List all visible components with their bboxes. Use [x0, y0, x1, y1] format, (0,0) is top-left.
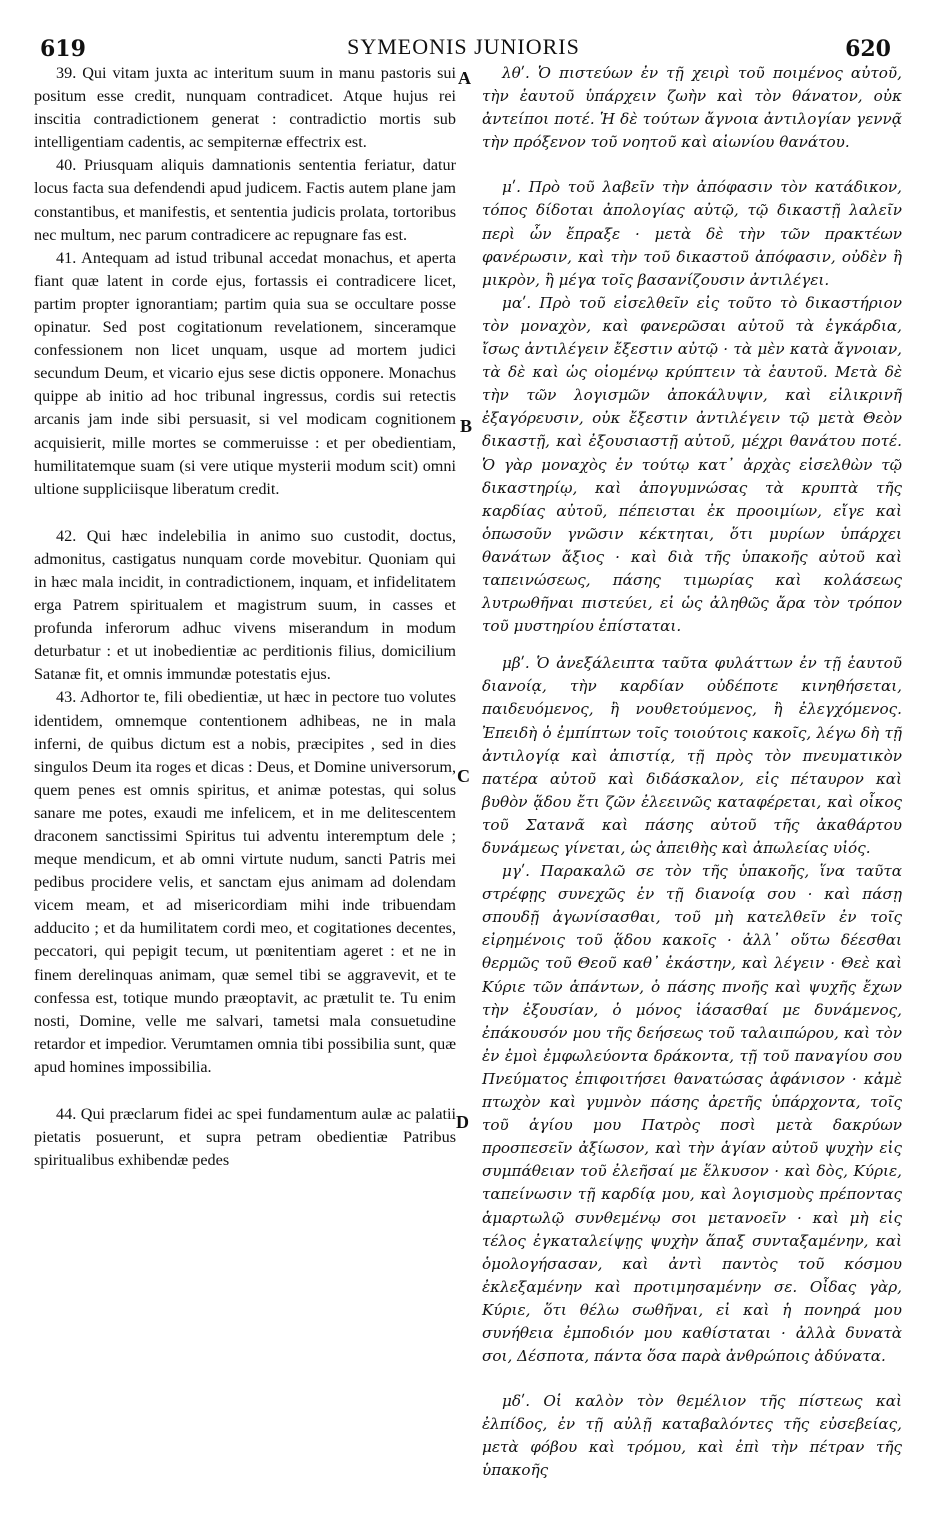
right-page-number: 620	[845, 36, 891, 62]
greek-paragraph-41: μαʹ. Πρὸ τοῦ εἰσελθεῖν εἰς τοῦτο τὸ δικαστήριον τὸν μοναχὸν, καὶ φανερῶσαι αὐτοῦ τὰ ἐγκάρδια, ἴσως ἀντιλέγειν ἔξεστιν αὐτῷ · τὰ μὲν κατὰ ἄγνοιαν, τὰ δὲ καὶ ὡς οἰομένῳ κρύπτειν τὰ ἑαυτοῦ. Μετὰ δὲ τὴν τῶν λογισμῶν ἀποκάλυψιν, καὶ εἰλικρινῆ ἐξαγόρευσιν, οὐκ ἔξεστιν ἀντιλέγειν τῷ μετὰ Θεὸν δικαστῇ, καὶ ἐξουσιαστῇ αὐτοῦ, μέχρι θανάτου ποτέ. Ὁ γὰρ μοναχὸς ἐν τούτῳ κατ᾽ ἀρχὰς εἰσελθὼν τῷ δικαστηρίῳ, καὶ ἀπογυμνώσας τὰ κρυπτὰ τῆς καρδίας αὐτοῦ, πέπεισται ἐκ προοιμίων, εἴγε καὶ ὁπωσοῦν γνῶσιν κέκτηται, ὅτι μυρίων ὑπάρχει θανάτων ἄξιος · καὶ διὰ τῆς ὑπακοῆς αὐτοῦ καὶ ταπεινώσεως, πάσης τιμωρίας καὶ κολάσεως λυτρωθῆναι πιστεύει, εἰ ὡς ἀληθῶς ἄρα τὸν τρόπον τοῦ μυστηρίου ἐπίσταται.	[482, 293, 902, 636]
latin-paragraph-44: 44. Qui præclarum fidei ac spei fundamentum aulæ ac palatii pietatis posuerunt, et supra petram obedientiæ Patribus spiritualibus exhibendæ pedes	[34, 1105, 456, 1170]
running-title: SYMEONIS JUNIORIS	[347, 34, 580, 59]
margin-marker-b: B	[460, 416, 473, 436]
greek-paragraph-44: μδʹ. Οἱ καλὸν τὸν θεμέλιον τῆς πίστεως καὶ ἐλπίδος, ἐν τῇ αὐλῇ καταβαλόντες τῆς εὐσεβείας, μετὰ φόβου καὶ τρόμου, καὶ ἐπὶ τὴν πέτραν τῆς ὑπακοῆς	[482, 1392, 902, 1480]
latin-paragraph-43: 43. Adhortor te, fili obedientiæ, ut hæc in pectore tuo volutes identidem, omnemque contentionem adhibeas, ne in mala inferni, de quibus dictum est a nobis, præcipites , sed in dies singulos Deum ita roges et dicas : Deus, et Domine universorum, quem penes est omnis spiritus, et animæ potestas, qui solus sanare me potes, exaudi me infelicem, et in me delitescentem draconem sanctissimi Spiritus tui adventu interemptum dele ; meque mendicum, et ab omni virtute nudum, sancti Patris mei pedibus procidere velis, et sanctam ejus animam ad dolendam vicem meam, et ad misericordiam mihi inde tribuendam adducito ; et da humilitatem cordi meo, et cogitationes decentes, peccatori, qui pepigit tecum, ut pœnitentiam ageret : et ne in finem derelinquas animam, quæ semel tibi se aggravevit, et te confessa est, totique mundo præoptavit, ac prætulit te. Tu enim nosti, Domine, velle me salvari, tametsi mala consuetudine retardor et impedior. Verumtamen omnia tibi possibilia sunt, quæ apud homines impossibilia.	[34, 688, 456, 1076]
latin-paragraph-40: 40. Priusquam aliquis damnationis sententia feriatur, datur locus facta sua defendendi apud judicem. Factis autem plane jam constantibus, et manifestis, et sententia judicis prolata, tortoribus nec multum, nec parum contradicere ac repugnare fas est.	[34, 156, 456, 244]
greek-paragraph-39: λθʹ. Ὁ πιστεύων ἐν τῇ χειρὶ τοῦ ποιμένος αὐτοῦ, τὴν ἑαυτοῦ ὑπάρχειν ζωὴν καὶ τὸν θάνατον, οὐκ ἀντείποι ποτέ. Ἡ δὲ τούτων ἄγνοια ἀντιλογίαν γεννᾷ τὴν πρόξενον τοῦ νοητοῦ καὶ αἰωνίου θανάτου.	[482, 64, 902, 152]
greek-paragraph-43: μγʹ. Παρακαλῶ σε τὸν τῆς ὑπακοῆς, ἵνα ταῦτα στρέφῃς συνεχῶς ἐν τῇ διανοίᾳ σου · καὶ πάσῃ σπουδῇ ἀγωνίσασθαι, τοῦ μὴ κατελθεῖν ἐν τοῖς εἰρημένοις τοῦ ᾅδου κακοῖς · ἀλλ᾽ οὕτω δέεσθαι θερμῶς τοῦ Θεοῦ καθ᾽ ἑκάστην, καὶ λέγειν · Θεὲ καὶ Κύριε τῶν ἁπάντων, ὁ πάσης πνοῆς καὶ ψυχῆς ἔχων τὴν ἐξουσίαν, ὁ μόνος ἰάσασθαί με δυνάμενος, ἐπάκουσόν μου τῆς δεήσεως τοῦ ταλαιπώρου, καὶ τὸν ἐν ἐμοὶ ἐμφωλεύοντα δράκοντα, τῇ τοῦ παναγίου σου Πνεύματος ἐπιφοιτήσει θανατώσας ἀφάνισον · κἀμὲ πτωχὸν καὶ γυμνὸν πάσης ἀρετῆς ὑπάρχοντα, τοῖς τοῦ ἁγίου μου Πατρὸς ποσὶ μετὰ δακρύων προσπεσεῖν ἀξίωσον, καὶ τὴν ἁγίαν αὐτοῦ ψυχὴν εἰς συμπάθειαν τοῦ ἐλεῆσαί με ἕλκυσον · καὶ δὸς, Κύριε, ταπείνωσιν τῇ καρδίᾳ μου, καὶ λογισμοὺς πρέποντας ἁμαρτωλῷ συνθεμένῳ σοι μετανοεῖν · καὶ μὴ εἰς τέλος ἐγκαταλείψῃς ψυχὴν ἅπαξ συνταξαμένην, καὶ ὁμολογήσασαν, καὶ ἀντὶ παντὸς τοῦ κόσμου ἐκλεξαμένην καὶ προτιμησαμένην σε. Οἶδας γὰρ, Κύριε, ὅτι θέλω σωθῆναι, εἰ καὶ ἡ πονηρά μου συνήθεια ἐμποδιόν μου καθίσταται · ἀλλὰ δυνατὰ σοι, Δέσποτα, πάντα ὅσα παρὰ ἀνθρώποις ἀδύνατα.	[482, 862, 902, 1366]
greek-paragraph-42: μβʹ. Ὁ ἀνεξάλειπτα ταῦτα φυλάττων ἐν τῇ ἑαυτοῦ διανοίᾳ, τὴν καρδίαν οὐδέποτε κινηθήσεται, παιδευόμενος, ἢ νουθετούμενος, ἢ ἐλεγχόμενος. Ἐπειδὴ ὁ ἐμπίπτων τοῖς τοιούτοις κακοῖς, λέγω δὴ τῇ ἀντιλογίᾳ καὶ ἀπιστίᾳ, τῇ πρὸς τὸν πνευματικὸν πατέρα αὐτοῦ καὶ διδάσκαλον, εἰς πέταυρον καὶ βυθὸν ᾅδου ἔτι ζῶν ἐλεεινῶς καταφέρεται, καὶ οἶκος τοῦ Σατανᾶ καὶ πάσης αὐτοῦ τῆς ἀκαθάρτου δυνάμεως γίνεται, ὡς ἀπειθὴς καὶ ἀπωλείας υἱός.	[482, 654, 902, 857]
margin-marker-a: A	[458, 68, 471, 88]
latin-paragraph-41: 41. Antequam ad istud tribunal accedat monachus, et aperta fiant quæ latent in corde ejus, fortassis ei contradicere licet, partim propter ignorantiam; partim quia sua se occultare posse opinatur. Sed post cogitationum revelationem, sinceramque confessionem non licet unquam, usque ad mortem judici secundum Deum, et vicario ejus sese dictis opponere. Monachus quippe ab initio ad hoc tribunal ingressus, cordis sui retectis arcanis jam inde sibi persuasit, si vel modicam cognitionem acquisierit, mille mortes se commeruisse : et per obedientiam, humilitatemque suam (si vere utique mysterii modum scit) omni ultione suppliciisque liberatum credit.	[34, 248, 456, 498]
latin-paragraph-39: 39. Qui vitam juxta ac interitum suum in manu pastoris sui positum esse credit, nunquam contradicet. Atque hujus rei inscitia contradictionem generat : contradictio mortis sub intelligentiam cadentis, ac sempiternæ effectrix est.	[34, 64, 456, 152]
margin-marker-d: D	[456, 1112, 469, 1132]
greek-column	[482, 62, 902, 1483]
latin-column	[34, 62, 456, 1172]
left-page-number: 619	[40, 36, 86, 62]
greek-paragraph-40: μʹ. Πρὸ τοῦ λαβεῖν τὴν ἀπόφασιν τὸν κατάδικον, τόπος δίδοται ἀπολογίας αὐτῷ, τῷ δικαστῇ λαλεῖν περὶ ὧν ἔπραξε · μετὰ δὲ τὴν τῶν πρακτέων φανέρωσιν, καὶ τὴν τοῦ δικαστοῦ ἀπόφασιν, οὐδὲν ἢ μικρὸν, ἢ μέγα τοῖς βασανίζουσιν ἀντιλέγει.	[482, 178, 902, 289]
latin-paragraph-42: 42. Qui hæc indelebilia in animo suo custodit, doctus, admonitus, castigatus nunquam corde movebitur. Quoniam qui in hæc mala incidit, in contradictionem, inquam, et infidelitatem erga Patrem spiritualem et magistrum suum, in casses et profunda inferorum adhuc vivens miserandum in modum deturbatur : et ut inobedientiæ ac perditionis filius, domicilium Satanæ fit, et omnis immundæ potestatis ejus.	[34, 526, 456, 684]
page-header	[0, 0, 927, 60]
margin-marker-c: C	[457, 766, 470, 786]
